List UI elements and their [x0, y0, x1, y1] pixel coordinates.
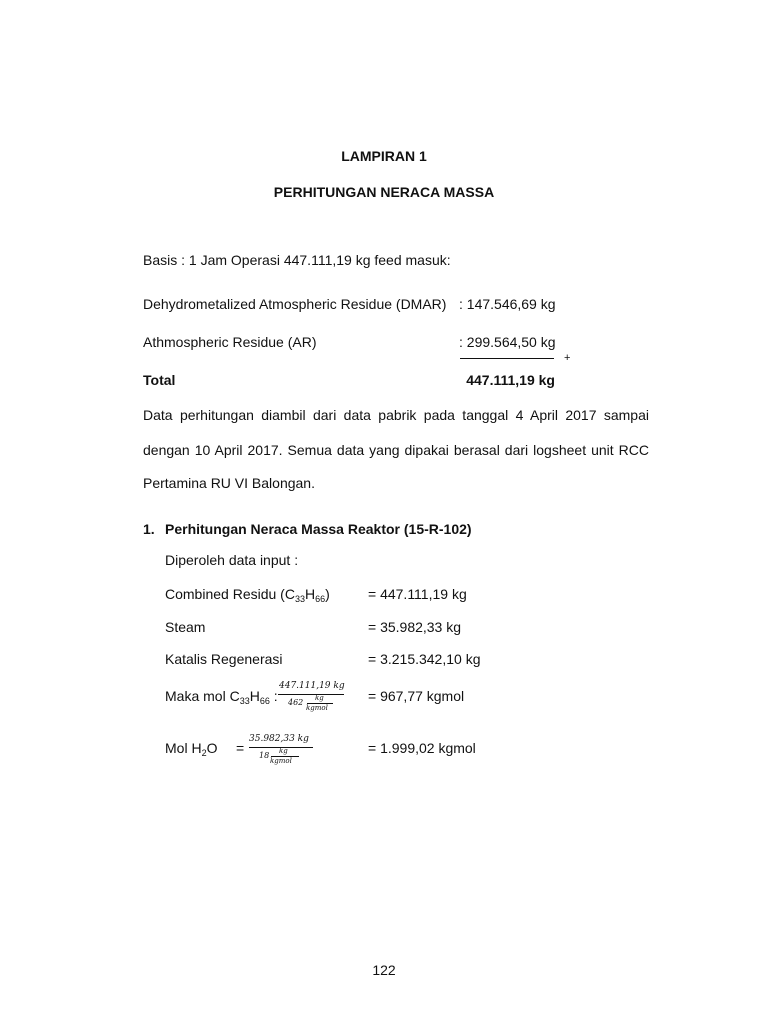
page-title: PERHITUNGAN NERACA MASSA — [273, 184, 495, 200]
appendix-heading: LAMPIRAN 1 — [341, 148, 427, 164]
fraction-inner-numerator: kg — [315, 694, 324, 702]
feed-ar-value: : 299.564,50 kg — [459, 334, 556, 350]
feed-ar-label: Athmospheric Residue (AR) — [143, 334, 317, 350]
paragraph-line: Data perhitungan diambil dari data pabrik pada tanggal 4 April 2017 sampai — [143, 407, 649, 423]
paragraph-line: dengan 10 April 2017. Semua data yang dipakai berasal dari logsheet unit RCC — [143, 442, 649, 458]
input-intro: Diperoleh data input : — [165, 552, 299, 568]
total-value: 447.111,19 kg — [466, 372, 555, 388]
mol-h2o-equals: = — [236, 740, 245, 756]
maka-mol-fraction — [277, 681, 347, 721]
section-number: 1. — [143, 521, 155, 537]
feed-dmar-label: Dehydrometalized Atmospheric Residue (DMAR) — [143, 296, 447, 312]
mol-h2o-value: = 1.999,02 kgmol — [368, 740, 476, 756]
basis-text: Basis : 1 Jam Operasi 447.111,19 kg feed masuk: — [143, 252, 451, 268]
steam-value: = 35.982,33 kg — [368, 619, 462, 635]
combined-residu-value: = 447.111,19 kg — [368, 586, 467, 602]
section-title: Perhitungan Neraca Massa Reaktor (15-R-102) — [165, 521, 472, 537]
sum-divider — [460, 358, 554, 359]
steam-label: Steam — [165, 619, 206, 635]
mol-h2o-fraction — [248, 734, 318, 774]
maka-mol-label: Maka mol $C_{33}H_{66}$ : — [165, 688, 278, 706]
fraction-numerator: 35.982,33 kg — [249, 734, 309, 744]
fraction-denominator-coef: 18 — [259, 751, 270, 760]
fraction-inner-numerator: kg — [279, 747, 288, 755]
plus-sign: + — [564, 352, 571, 364]
fraction-inner-denominator: kgmol — [270, 757, 292, 765]
feed-dmar-value: : 147.546,69 kg — [459, 296, 556, 312]
maka-mol-value: = 967,77 kgmol — [368, 688, 465, 704]
page-number: 122 — [372, 962, 396, 978]
mol-h2o-label: Mol $H_2O$ — [165, 740, 218, 758]
katalis-value: = 3.215.342,10 kg — [368, 651, 481, 667]
fraction-denominator-coef: 462 — [288, 698, 304, 707]
combined-residu-label: Combined Residu $(C_{33}H_{66})$ — [165, 586, 330, 604]
fraction-inner-denominator: kgmol — [306, 704, 328, 712]
fraction-numerator: 447.111,19 kg — [279, 681, 345, 691]
total-label: Total — [143, 372, 176, 388]
katalis-label: Katalis Regenerasi — [165, 651, 283, 667]
paragraph-line: Pertamina RU VI Balongan. — [143, 475, 315, 491]
fraction-bar — [278, 694, 344, 695]
